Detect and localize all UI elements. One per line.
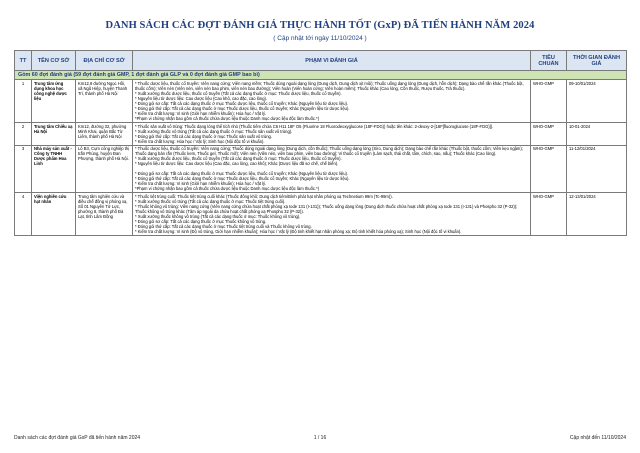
scope-line: * Nguyên liệu từ dược liệu: Cao dược liệu (Cao khô, cao đặc, cao lỏng).	[135, 96, 268, 102]
page-title: DANH SÁCH CÁC ĐỢT ĐÁNH GIÁ THỰC HÀNH TỐT (GxP) ĐÃ TIẾN HÀNH NĂM 2024	[105, 20, 535, 31]
scope-line: * Xuất xưởng thuốc vô trùng (Tất cả các dạng thuốc ở mục: Thuốc sản xuất vô trùng).	[135, 128, 293, 134]
scope-line: * Xuất xưởng thuốc dược liệu, thuốc cổ truyền (Tất cả các dạng thuốc ở mục: Thuốc dược liệu, thuốc cổ truyền).	[135, 156, 342, 162]
row-number: 4	[15, 193, 32, 236]
assessment-scope	[133, 145, 531, 193]
table-row	[15, 122, 627, 145]
scope-line: * Đóng gói sơ cấp: Tất cả các dạng thuốc ở mục Thuốc dược liệu, thuốc cổ truyền; Khác (Nguyên liệu từ dược liệu).	[135, 101, 349, 107]
standard-value: WHO-GMP	[531, 80, 567, 123]
assessment-date: 10-01-2024	[567, 122, 627, 145]
facility-address: Km12, đường 32, phường Minh Khai, quận Bắc Từ Liêm, thành phố Hà Nội	[76, 122, 133, 145]
scope-line: * Kiểm tra chất lượng: Vi sinh (Giới hạn nhiễm khuẩn); Hóa học / Vật lý.	[135, 181, 267, 187]
facility-name: Viện nghiên cứu hạt nhân	[32, 193, 76, 236]
scope-line: * Thuốc dược liệu, thuốc cổ truyền: Viên nang cứng; Viên nang mềm; Thuốc dùng ngoài dạng lỏng (Dung dịch, Dung dịch xịt mũi); Thuốc uống dạng lỏng (Dung dịch, hỗn dịch); Dạng bào chế rắn khác (Thuốc bột, thuốc cốm); Viên nén (Viên nén, viên nén bao phim, viên nén bao đường); Viên hoàn (Viên hoàn cứng; Viên hoàn mềm); Thuốc khác (Cao lỏng, Cồn thuốc, Rượu thuốc, Trà thuốc).	[135, 81, 524, 92]
table-row	[15, 80, 627, 123]
table-row	[15, 193, 627, 236]
standard-value: WHO-GMP	[531, 193, 567, 236]
scope-line: * Xuất xưởng thuốc không vô trùng (Tất cả các dạng thuốc ở mục: Thuốc không vô trùng).	[135, 213, 301, 219]
footer-update-date: Cập nhật đến 11/10/2024	[569, 435, 626, 441]
scope-line: * Thuốc sản xuất vô trùng: Thuốc dạng lỏng thể tích nhỏ (Thuốc tiêm chứa C6 H11 18F O5 (Fluorine 18 Fluorodeoxyglucose (18F-FDG)) hoặc tên khác: 2-deoxy-2-[18F]fluoroglucose (18F-FDG)]).	[135, 123, 494, 129]
column-header-scope: PHẠM VI ĐÁNH GIÁ	[133, 51, 531, 71]
assessment-date: 09-10/01/2024	[567, 80, 627, 123]
scope-line: * Kiểm tra chất lượng: Vi sinh (Giới hạn nhiễm khuẩn); Hóa học / Vật lý.	[135, 111, 267, 117]
scope-line: * Đóng gói thứ cấp: Tất cả các dạng thuốc ở mục Thuốc tiệt trùng cuối và Thuốc không vô trùng.	[135, 223, 312, 229]
scope-line: *Phạm vi chứng nhận bao gồm cả thuốc chứa dược liệu thuộc Danh mục dược liệu độc làm thuốc.*)	[135, 186, 320, 192]
row-number: 1	[15, 80, 32, 123]
scope-line: * Kiểm tra chất lượng: Vi sinh (Độ vô trùng, Giới hạn nhiễm khuẩn); Hóa học / Vật lý (Độ tinh khiết hạt nhân phóng xạ; Độ tinh khiết hóa phóng xạ); Sinh học (Nội độc tố vi khuẩn).	[135, 228, 462, 234]
assessment-scope	[133, 80, 531, 123]
assessment-table	[14, 50, 627, 236]
scope-line: * Nguyên liệu từ dược liệu: Cao dược liệu (Cao đặc, cao lỏng, cao khô); Khác (Dược liệu đã sơ chế, chế biến).	[135, 161, 339, 167]
scope-line: * Xuất xưởng thuốc vô trùng (Tất cả các dạng thuốc ở mục: Thuốc tiệt trùng cuối).	[135, 198, 286, 204]
facility-address: Km12,9 đường Ngọc Hồi, xã Ngũ Hiệp, huyện Thanh Trì, thành phố Hà Nội	[76, 80, 133, 123]
scope-line: * Đóng gói thứ cấp: Tất cả các dạng thuốc ở mục Thuốc sản xuất vô trùng.	[135, 133, 272, 139]
column-header-tt: TT	[15, 51, 32, 71]
scope-line: * Thuốc tiệt trùng cuối: Thuốc tiệt trùng cuối khác (Thuốc đông khô; Dung dịch tiêm/Bình phát hạt nhân phóng xạ Technetium 99m (Tc-99m)).	[135, 193, 393, 199]
facility-name: Nhà máy sản xuất - Công ty TNHH Dược phẩm Hoa Linh	[32, 145, 76, 193]
facility-address: Lô B3, Cụm công nghiệp thị trấn Phùng, huyện Đan Phượng, thành phố Hà Nội.	[76, 145, 133, 193]
standard-value: WHO-GMP	[531, 122, 567, 145]
column-header-date: THỜI GIAN ĐÁNH GIÁ	[567, 51, 627, 71]
row-number: 3	[15, 145, 32, 193]
footer-page-number: 1 / 16	[313, 435, 327, 441]
table-row	[15, 145, 627, 193]
assessment-scope	[133, 122, 531, 145]
column-header-address: ĐỊA CHỈ CƠ SỞ	[76, 51, 133, 71]
assessment-date: 12-13/01/2024	[567, 193, 627, 236]
assessment-scope	[133, 193, 531, 236]
group-summary-label: Gồm 60 đợt đánh giá (59 đợt đánh giá GMP, 1 đợt đánh giá GLP và 0 đợt đánh giá GMP bao bì)	[15, 71, 627, 80]
scope-line: * Đóng gói sơ cấp: Tất cả các dạng thuốc ở mục Thuốc dược liệu, thuốc cổ truyền; Khác (Nguyên liệu từ dược liệu).	[135, 171, 349, 177]
table-header-row	[15, 51, 627, 71]
column-header-name: TÊN CƠ SỞ	[32, 51, 76, 71]
scope-line: * Đóng gói thứ cấp: Tất cả các dạng thuốc ở mục Thuốc dược liệu, thuốc cổ truyền; Khác (Nguyên liệu từ dược liệu).	[135, 106, 350, 112]
footer-doc-title: Danh sách các đợt đánh giá GxP đã tiến hành năm 2024	[14, 435, 141, 441]
column-header-standard: TIÊU CHUẨN	[531, 51, 567, 71]
assessment-date: 11-12/01/2024	[567, 145, 627, 193]
facility-name: Trung tâm ứng dụng khoa học công nghệ dược liệu	[32, 80, 76, 123]
scope-line: * Đóng gói thứ cấp: Tất cả các dạng thuốc ở mục Thuốc dược liệu, thuốc cổ truyền; Khác (Nguyên liệu từ dược liệu).	[135, 176, 350, 182]
scope-line: * Thuốc dược liệu, thuốc cổ truyền: Viên nang cứng; Thuốc dùng ngoài dạng lỏng (Dung dịch, cồn thuốc); Thuốc uống dạng lỏng (Siro, Dung dịch); Dạng bào chế rắn khác (Thuốc bột, thuốc cốm; Viên kẹo ngậm); Thuốc dạng bán rắn (Thuốc kem, Thuốc gel, Thuốc mỡ); Viên nén (Viên nén, viên bao phim, viên bao đường); Vi thuốc cổ truyền (Làm sạch, thái chắt, tẩm, chích, sao, nấu); Thuốc khác (Cao lỏng).	[135, 146, 523, 157]
row-number: 2	[15, 122, 32, 145]
scope-line: * Đóng gói sơ cấp: Tất cả các dạng thuốc ở mục Thuốc không vô trùng.	[135, 218, 267, 224]
update-date-subtitle: ( Cập nhật tới ngày 11/10/2024 )	[273, 35, 367, 42]
group-summary-row	[15, 71, 627, 80]
standard-value: WHO-GMP	[531, 145, 567, 193]
scope-line: * Kiểm tra chất lượng: Hóa học / Vật lý; Sinh học (Nội độc tố vi khuẩn).	[135, 138, 265, 144]
facility-name: Trung tâm Chiếu xạ Hà Nội	[32, 122, 76, 145]
scope-line: *Phạm vi chứng nhận bao gồm cả thuốc chứa dược liệu thuộc Danh mục dược liệu độc làm thuốc.*)	[135, 116, 320, 122]
scope-line: * Xuất xưởng thuốc dược liệu, thuốc cổ truyền (Tất cả các dạng thuốc ở mục: Thuốc dược liệu, thuốc cổ truyền).	[135, 91, 342, 97]
scope-line: * Thuốc không vô trùng: Viên nang cứng (Viên nang cứng chứa hoạt chất phóng xạ Iode 131 (I-131)); Thuốc uống dạng lỏng (Dung dịch thuốc chứa hoạt chất phóng xạ Iode 131 (I-131) và Phospho 32 (P-32)); Thuốc không vô trùng khác (Tâm áp ngoài da chứa hoạt chất phóng xạ Phospho 32 (P-32)).	[135, 203, 518, 214]
facility-address: Trung tâm nghiên cứu và điều chế đồng vị phóng xạ, Số 01 Nguyên Tử Lực, phường 8, thành phố Đà Lạt, tỉnh Lâm Đồng	[76, 193, 133, 236]
